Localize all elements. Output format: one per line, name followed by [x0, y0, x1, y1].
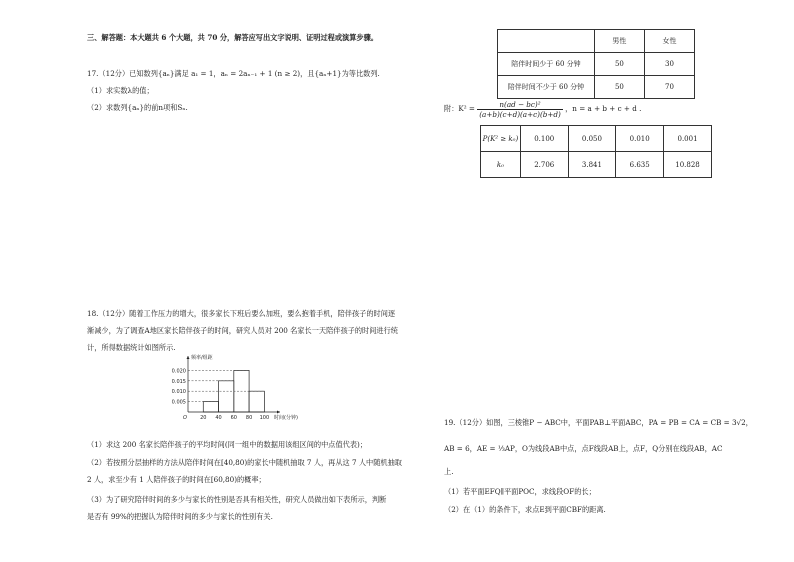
- y-tick-label: 0.015: [171, 378, 186, 385]
- section-heading-line1: [87, 33, 407, 43]
- table-row: [481, 152, 712, 178]
- q18-part1: （1）求这 200 名家长陪伴孩子的平均时间(同一组中的数据用该组区间的中点值代表)；: [87, 440, 368, 449]
- section-heading: 三、解答题：本大题共 6 个大题，共 70 分，解答应写出文字说明、证明过程或演算步骤。: [87, 33, 378, 42]
- histogram-bar: [219, 381, 234, 412]
- critical-value-table: [480, 125, 712, 178]
- y-axis-arrow: [187, 356, 190, 359]
- q19-line3: 上.: [444, 467, 454, 476]
- table-cell: 0.001: [664, 126, 712, 152]
- table-cell: k₀: [481, 152, 521, 178]
- formula-prefix: 附：K² =: [444, 104, 475, 113]
- table-cell: 0.100: [520, 126, 568, 152]
- table-header-row: [498, 30, 695, 53]
- q18-part2-line1: （2）若按照分层抽样的方法从陪伴时间在[40,80)的家长中随机抽取 7 人，再从这 7 人中随机抽取: [87, 458, 402, 467]
- table-cell: 3.841: [568, 152, 616, 178]
- table-cell: [498, 30, 595, 53]
- q19-part1: （1）若平面EFQ∥平面POC，求线段OF的长；: [444, 487, 596, 496]
- table-cell: 6.635: [616, 152, 664, 178]
- table-cell: 男性: [594, 30, 644, 53]
- x-tick-label: 20: [200, 415, 207, 421]
- table-row: [498, 53, 695, 76]
- table-cell: 0.010: [616, 126, 664, 152]
- y-tick-label: 0.010: [171, 389, 186, 396]
- y-tick-label: 0.005: [171, 399, 186, 406]
- histogram-bar: [249, 391, 264, 412]
- table-cell: 50: [594, 53, 644, 76]
- formula-suffix: ，n = a + b + c + d .: [565, 104, 642, 113]
- x-tick-label: 60: [230, 415, 238, 421]
- origin-label: O: [183, 415, 187, 421]
- q19-line1: 19.（12分）如图，三棱锥P − ABC中，平面PAB⊥平面ABC，PA = PB = CA = CB = 3√2，: [444, 418, 753, 427]
- q19-line2: AB = 6，AE = ⅓AP，O为线段AB中点，点F线段AB上，点F，Q分别在线段AB，AC: [444, 444, 723, 453]
- q18-intro-line3: 计，所得数据统计如图所示.: [87, 343, 176, 352]
- contingency-table: [497, 29, 695, 99]
- x-axis-arrow: [277, 411, 280, 414]
- q17-intro: 17.（12分）已知数列{aₙ}满足 a₁ = 1，aₙ = 2aₙ₋₁ + 1 (n ≥ 2)，且{aₙ+1}为等比数列.: [87, 69, 380, 78]
- formula-numerator: n(ad − bc)²: [477, 100, 563, 110]
- x-tick-label: 80: [245, 415, 253, 421]
- histogram-chart: [160, 354, 300, 432]
- table-cell: 0.050: [568, 126, 616, 152]
- q19-part2: （2）在（1）的条件下，求点E到平面CBF的距离.: [444, 505, 606, 514]
- q18-intro-line1: 18.（12分）随着工作压力的增大，很多家长下班后要么加班，要么抱着手机，陪伴孩子的时间逐: [87, 309, 396, 318]
- formula-fraction: [477, 100, 563, 119]
- table-row: [481, 126, 712, 152]
- table-cell: 女性: [644, 30, 694, 53]
- q18-intro-line2: 渐减少，为了调查A地区家长陪伴孩子的时间，研究人员对 200 名家长一天陪伴孩子的时间进行统: [87, 326, 398, 335]
- formula-denominator: (a+b)(c+d)(a+c)(b+d): [479, 109, 561, 119]
- table-cell: P(K² ≥ k₀): [481, 126, 521, 152]
- q18-part3-line1: （3）为了研究陪伴时间的多少与家长的性别是否具有相关性，研究人员做出如下表所示，判断: [87, 495, 387, 504]
- k-square-formula: [444, 99, 641, 119]
- y-tick-label: 0.020: [171, 368, 186, 375]
- table-cell: 50: [594, 76, 644, 99]
- table-cell: 10.828: [664, 152, 712, 178]
- x-tick-label: 40: [215, 415, 222, 421]
- table-cell: 陪伴时间不少于 60 分钟: [498, 76, 595, 99]
- q18-part2-line2: 2 人，求至少有 1 人陪伴孩子的时间在[60,80)的概率；: [87, 475, 266, 484]
- y-axis-label: 频率/组距: [191, 355, 213, 361]
- x-tick-label: 100: [259, 415, 270, 421]
- table-cell: 2.706: [520, 152, 568, 178]
- table-cell: 70: [644, 76, 694, 99]
- x-axis-label: 时间(分钟): [274, 415, 298, 421]
- q17-part2: （2）求数列{aₙ}的前n项和Sₙ.: [87, 103, 188, 112]
- q18-part3-line2: 是否有 99%的把握认为陪伴时间的多少与家长的性别有关.: [87, 512, 273, 521]
- q17-part1: （1）求实数λ的值；: [87, 86, 154, 95]
- table-cell: 陪伴时间少于 60 分钟: [498, 53, 595, 76]
- histogram-bar: [203, 402, 218, 412]
- table-cell: 30: [644, 53, 694, 76]
- table-row: [498, 76, 695, 99]
